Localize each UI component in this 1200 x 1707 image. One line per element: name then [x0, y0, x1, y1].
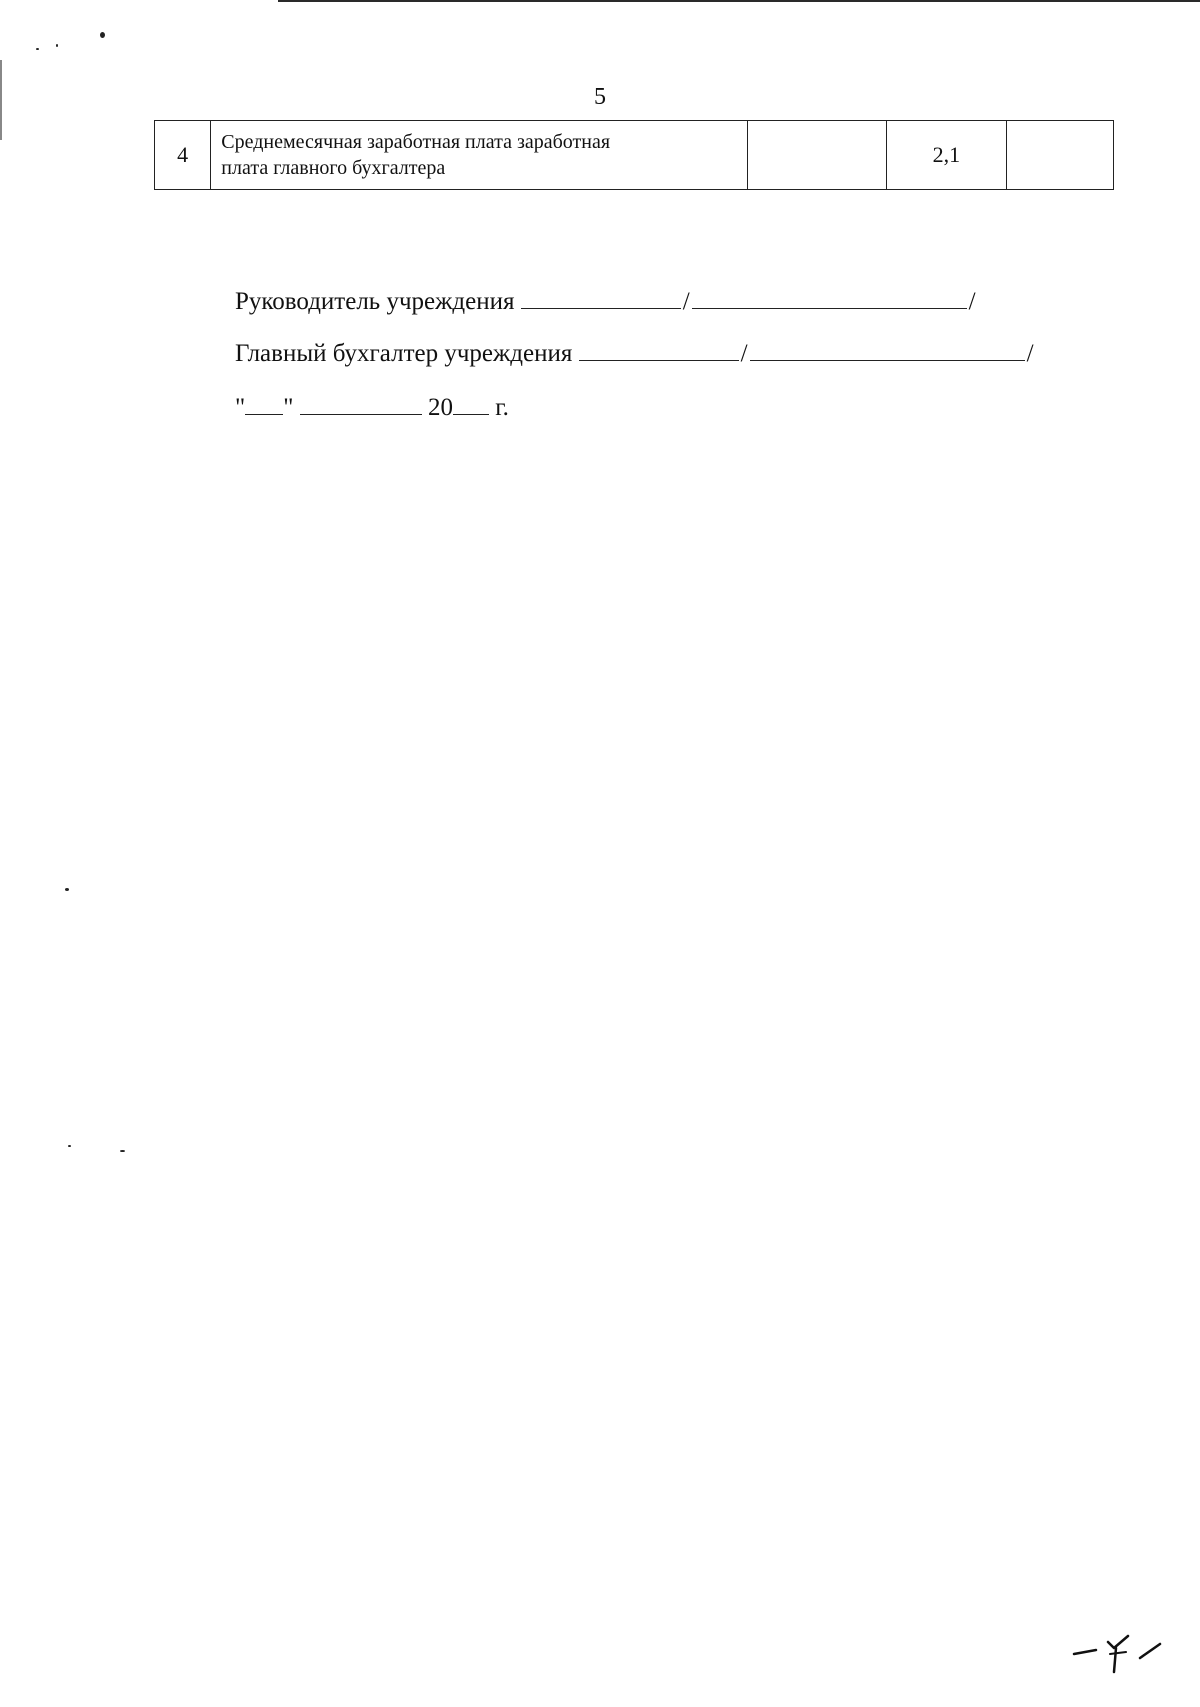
year-blank [453, 394, 489, 415]
slash-separator: / [1026, 340, 1034, 367]
indicator-name-line: Среднемесячная заработная плата заработная [221, 131, 611, 153]
accountant-signature-line [235, 340, 1036, 368]
date-quote-open: " [235, 394, 246, 421]
accountant-signature-label: Главный бухгалтер учреждения [235, 340, 573, 367]
head-signature-label: Руководитель учреждения [235, 288, 515, 315]
scan-speck [65, 888, 69, 891]
year-prefix: 20 [427, 394, 453, 421]
slash-separator: / [740, 340, 748, 367]
month-blank [300, 394, 422, 415]
scan-speck [120, 1150, 125, 1152]
scan-speck [100, 32, 105, 38]
scan-speck [68, 1145, 71, 1147]
indicator-name-line: плата главного бухгалтера [221, 157, 446, 179]
page-number: 5 [594, 84, 606, 110]
signature-blank [521, 288, 681, 309]
name-blank [750, 340, 1025, 361]
empty-cell [748, 121, 887, 190]
day-blank [245, 394, 283, 415]
row-number-cell: 4 [155, 121, 211, 190]
date-line [235, 394, 509, 422]
scan-speck [56, 44, 58, 47]
handwritten-page-mark [1070, 1628, 1170, 1678]
value-cell: 2,1 [887, 121, 1007, 190]
scan-border-top [278, 0, 1200, 2]
slash-separator: / [968, 288, 976, 315]
name-blank [692, 288, 967, 309]
head-signature-line [235, 288, 978, 316]
indicator-name-cell [211, 121, 748, 190]
indicator-table [154, 120, 1114, 190]
signature-blank [579, 340, 739, 361]
slash-separator: / [682, 288, 690, 315]
scan-speck [36, 48, 39, 50]
date-quote-close: " [283, 394, 294, 421]
table-row [155, 121, 1114, 190]
empty-cell [1006, 121, 1113, 190]
year-suffix: г. [495, 394, 509, 421]
